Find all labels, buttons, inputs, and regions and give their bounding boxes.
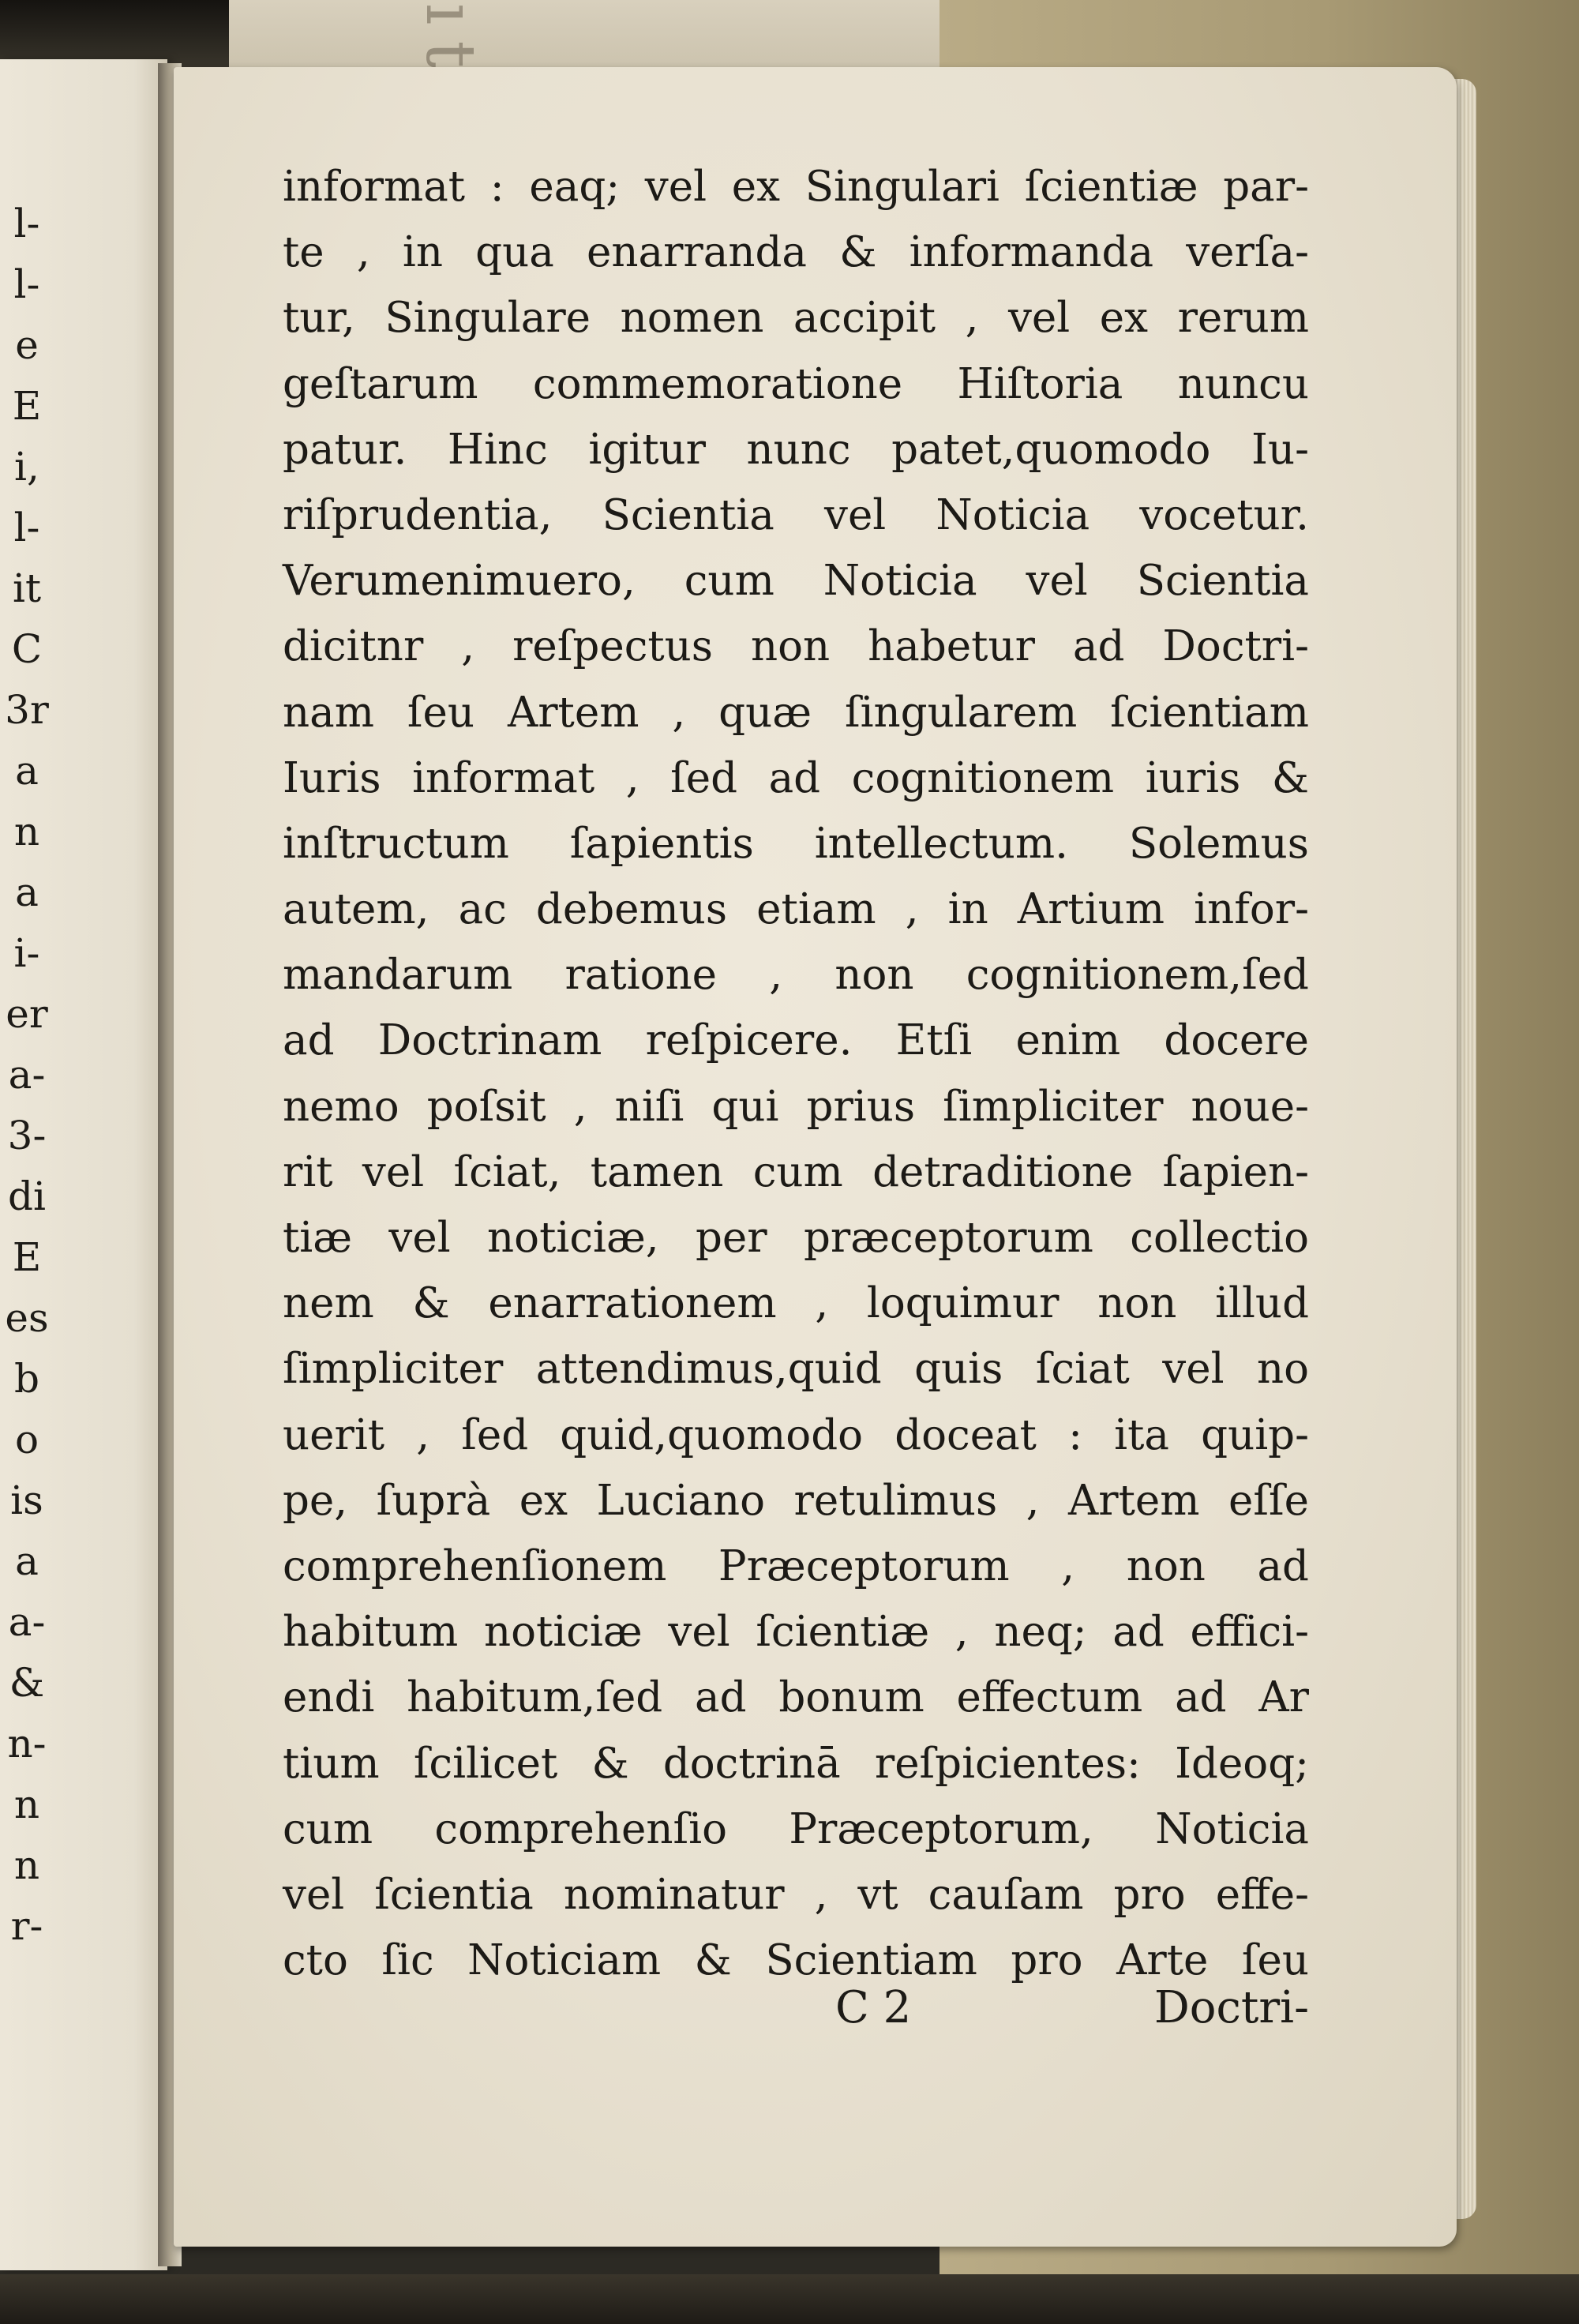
left-fragment: n xyxy=(13,809,40,854)
left-fragment: di xyxy=(8,1173,46,1219)
left-fragment: it xyxy=(12,565,42,611)
left-fragment: i- xyxy=(13,930,40,976)
left-fragment: er xyxy=(6,991,48,1037)
main-text-block xyxy=(283,154,1309,1993)
bottom-shadow xyxy=(0,2274,1579,2324)
text-line: tium ſcilicet & doctrinā reſpicientes: Ideoq; xyxy=(283,1739,1309,1788)
left-fragment: 3- xyxy=(7,1113,47,1158)
left-fragment: o xyxy=(14,1417,39,1462)
left-fragment: is xyxy=(10,1477,43,1523)
left-fragment: a xyxy=(15,1538,39,1584)
left-fragment: a xyxy=(15,869,39,915)
text-line: riſprudentia, Scientia vel Noticia vocetur. xyxy=(283,490,1309,539)
text-line: Iuris informat , ſed ad cognitionem iuris & xyxy=(283,753,1309,802)
left-fragment: l- xyxy=(13,201,40,246)
left-fragment: es xyxy=(5,1295,49,1341)
left-fragment: n- xyxy=(7,1721,47,1766)
left-page xyxy=(0,59,167,2270)
text-line: cum comprehenſio Præceptorum, Noticia xyxy=(283,1804,1309,1853)
left-fragment: b xyxy=(13,1356,39,1402)
left-fragment: l- xyxy=(13,505,40,550)
text-line: autem, ac debemus etiam , in Artium infor- xyxy=(283,885,1309,934)
left-fragment: C xyxy=(11,626,43,672)
left-fragment: E xyxy=(12,383,42,429)
text-line: ſimpliciter attendimus,quid quis ſciat vel no xyxy=(283,1345,1309,1394)
left-page-fragments xyxy=(3,193,51,1957)
text-line: patur. Hinc igitur nunc patet,quomodo Iu- xyxy=(283,425,1309,474)
text-line: geſtarum commemoratione Hiſtoria nuncu xyxy=(283,359,1309,408)
left-fragment: & xyxy=(9,1660,45,1706)
left-fragment: n xyxy=(13,1781,40,1827)
text-line: cto ſic Noticiam & Scientiam pro Arte ſeu xyxy=(283,1936,1309,1985)
text-line: nemo poſsit , niſi qui prius ſimpliciter noue- xyxy=(283,1082,1309,1131)
text-line: tur, Singulare nomen accipit , vel ex rerum xyxy=(283,294,1309,343)
left-fragment: l- xyxy=(13,261,40,307)
left-fragment: e xyxy=(15,322,39,368)
left-fragment: a xyxy=(15,748,39,794)
left-fragment: n xyxy=(13,1842,40,1888)
text-line: informat : eaq; vel ex Singulari ſcientiæ par- xyxy=(283,163,1309,211)
text-line: habitum noticiæ vel ſcientiæ , neq; ad effici- xyxy=(283,1608,1309,1657)
text-line: tiæ vel noticiæ, per præceptorum collectio xyxy=(283,1214,1309,1262)
page-footer xyxy=(283,1982,1309,2045)
text-line: uerit , ſed quid,quomodo doceat : ita quip- xyxy=(283,1410,1309,1459)
left-fragment: a- xyxy=(8,1599,46,1645)
left-fragment: i, xyxy=(14,444,39,490)
text-line: comprehenſionem Præceptorum , non ad xyxy=(283,1541,1309,1590)
text-line: rit vel ſciat, tamen cum detraditione ſapien- xyxy=(283,1147,1309,1196)
text-line: nem & enarrationem , loquimur non illud xyxy=(283,1279,1309,1328)
left-fragment: a- xyxy=(8,1052,46,1098)
signature-mark: C 2 xyxy=(835,1982,912,2033)
text-line: dicitnr , reſpectus non habetur ad Doctri- xyxy=(283,622,1309,671)
text-line: nam ſeu Artem , quæ ſingularem ſcientiam xyxy=(283,688,1309,737)
left-fragment: E xyxy=(12,1234,42,1280)
text-line: inſtructum ſapientis intellectum. Solemus xyxy=(283,819,1309,868)
text-line: Verumenimuero, cum Noticia vel Scientia xyxy=(283,557,1309,606)
left-fragment: 3r xyxy=(5,687,49,733)
text-line: ad Doctrinam reſpicere. Etſi enim docere xyxy=(283,1016,1309,1065)
catchword: Doctri- xyxy=(1153,1982,1309,2033)
text-line: endi habitum,ſed ad bonum effectum ad Ar xyxy=(283,1673,1309,1722)
text-line: te , in qua enarranda & informanda verſa- xyxy=(283,228,1309,277)
text-line: pe, ſuprà ex Luciano retulimus , Artem eſſe xyxy=(283,1476,1309,1525)
text-line: mandarum ratione , non cognitionem,ſed xyxy=(283,951,1309,1000)
left-fragment: r- xyxy=(10,1903,43,1949)
text-line: vel ſcientia nominatur , vt cauſam pro effe- xyxy=(283,1870,1309,1919)
